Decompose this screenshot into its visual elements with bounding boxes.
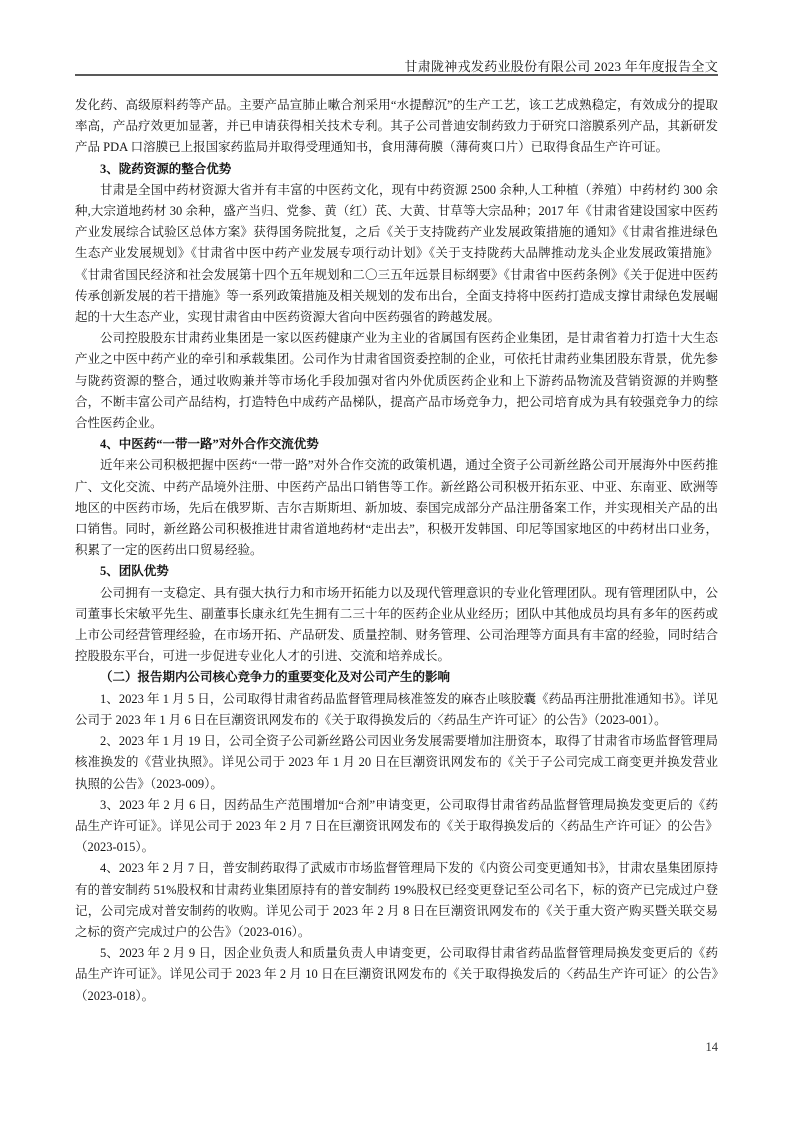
paragraph: 近年来公司积极把握中医药“一带一路”对外合作交流的政策机遇，通过全资子公司新丝路公司开展海外中医药推广、文化交流、中药产品境外注册、中医药产品出口销售等工作。新丝路公司积极开拓东亚、中亚、东南亚、欧洲等地区的中医药市场，先后在俄罗斯、吉尔吉斯斯坦、新加坡、泰国完成部分产品注册备案工作，并实现相关产品的出口销售。同时，新丝路公司积极推进甘肃省道地药材“走出去”，积极开发韩国、印尼等国家地区的中药材出口业务，积累了一定的医药出口贸易经验。 [75, 458, 718, 558]
paragraph: 1、2023 年 1 月 5 日，公司取得甘肃省药品监督管理局核准签发的麻杏止咳胶囊《药品再注册批准通知书》。详见公司于 2023 年 1 月 6 日在巨潮资讯网发布的《关于取得换发后的〈药品生产许可证〉的公告》（2023-001）。 [75, 691, 718, 727]
paragraph: 3、2023 年 2 月 6 日，因药品生产范围增加“合剂”申请变更，公司取得甘肃省药品监督管理局换发变更后的《药品生产许可证》。详见公司于 2023 年 2 月 7 日在巨潮资讯网发布的《关于取得换发后的〈药品生产许可证〉的公告》（2023-015）。 [75, 797, 718, 855]
section-heading: 3、陇药资源的整合优势 [100, 161, 232, 176]
section-heading: 5、团队优势 [100, 564, 169, 579]
section-heading: （二）报告期内公司核心竞争力的重要变化及对公司产生的影响 [100, 670, 451, 685]
section-heading: 4、中医药“一带一路”对外合作交流优势 [100, 437, 319, 452]
paragraph: 4、2023 年 2 月 7 日，普安制药取得了武威市市场监督管理局下发的《内资公司变更通知书》，甘肃农垦集团原持有的普安制药 51%股权和甘肃药业集团原持有的普安制药 19%股权已经变更登记至公司名下，标的资产已完成过户登记，公司完成对普安制药的收购。详见公司于 2023 年 2 月 8 日在巨潮资讯网发布的《关于重大资产购买暨关联交易之标的资产完成过户的公告》（2023-016）。 [75, 861, 718, 939]
paragraph: 发化药、高级原料药等产品。主要产品宣肺止嗽合剂采用“水提醇沉”的生产工艺，该工艺成熟稳定，有效成分的提取率高，产品疗效更加显著，并已申请获得相关技术专利。其子公司普迪安制药致力于研究口溶膜系列产品，其新研发产品 PDA 口溶膜已上报国家药监局并取得受理通知书，食用薄荷膜（薄荷爽口片）已取得食品生产许可证。 [75, 98, 718, 155]
paragraph: 公司拥有一支稳定、具有强大执行力和市场开拓能力以及现代管理意识的专业化管理团队。现有管理团队中，公司董事长宋敏平先生、副董事长康永红先生拥有二三十年的医药企业从业经历；团队中其他成员均具有多年的医药或上市公司经营管理经验，在市场开拓、产品研发、质量控制、财务管理、公司治理等方面具有丰富的经验，同时结合控股股东平台，可进一步促进专业化人才的引进、交流和培养成长。 [75, 585, 718, 664]
paragraph: 2、2023 年 1 月 19 日，公司全资子公司新丝路公司因业务发展需要增加注册资本，取得了甘肃省市场监督管理局核准换发的《营业执照》。详见公司于 2023 年 1 月 20 日在巨潮资讯网发布的《关于子公司完成工商变更并换发营业执照的公告》（2023-009）。 [75, 734, 718, 791]
running-header-title: 甘肃陇神戎发药业股份有限公司 2023 年年度报告全文 [404, 59, 718, 74]
paragraph: 甘肃是全国中药材资源大省并有丰富的中医药文化，现有中药资源 2500 余种,人工种植（养殖）中药材约 300 余种,大宗道地药材 30 余种，盛产当归、党参、黄（红）芪、大黄、甘草等大宗品种；2017 年《甘肃省建设国家中医药产业发展综合试验区总体方案》获得国务院批复，之后《关于支持陇药产业发展政策措施的通知》《甘肃省推进绿色生态产业发展规划》《甘肃省中医中药产业发展专项行动计划》《关于支持陇药大品牌推动龙头企业发展政策措施》《甘肃省国民经济和社会发展第十四个五年规划和二〇三五年远景目标纲要》《甘肃省中医药条例》《关于促进中医药传承创新发展的若干措施》等一系列政策措施及相关规划的发布出台，全面支持将中医药打造成支撑甘肃绿色发展崛起的十大生态产业，实现甘肃省由中医药资源大省向中医药强省的跨越发展。 [75, 182, 718, 325]
page-number: 14 [705, 1040, 718, 1054]
document-body [75, 95, 718, 1007]
paragraph: 公司控股股东甘肃药业集团是一家以医药健康产业为主业的省属国有医药企业集团，是甘肃省着力打造十大生态产业之中医中药产业的牵引和承载集团。公司作为甘肃省国资委控制的企业，可依托甘肃药业集团股东背景，优先参与陇药资源的整合，通过收购兼并等市场化手段加强对省内外优质医药企业和上下游药品物流及营销资源的并购整合，不断丰富公司产品结构，打造特色中成药产品梯队，提高产品市场竞争力，把公司培育成为具有较强竞争力的综合性医药企业。 [75, 331, 718, 431]
paragraph: 5、2023 年 2 月 9 日，因企业负责人和质量负责人申请变更，公司取得甘肃省药品监督管理局换发变更后的《药品生产许可证》。详见公司于 2023 年 2 月 10 日在巨潮资讯网发布的《关于取得换发后的〈药品生产许可证〉的公告》（2023-018）。 [75, 946, 718, 1003]
header-divider [75, 74, 718, 76]
